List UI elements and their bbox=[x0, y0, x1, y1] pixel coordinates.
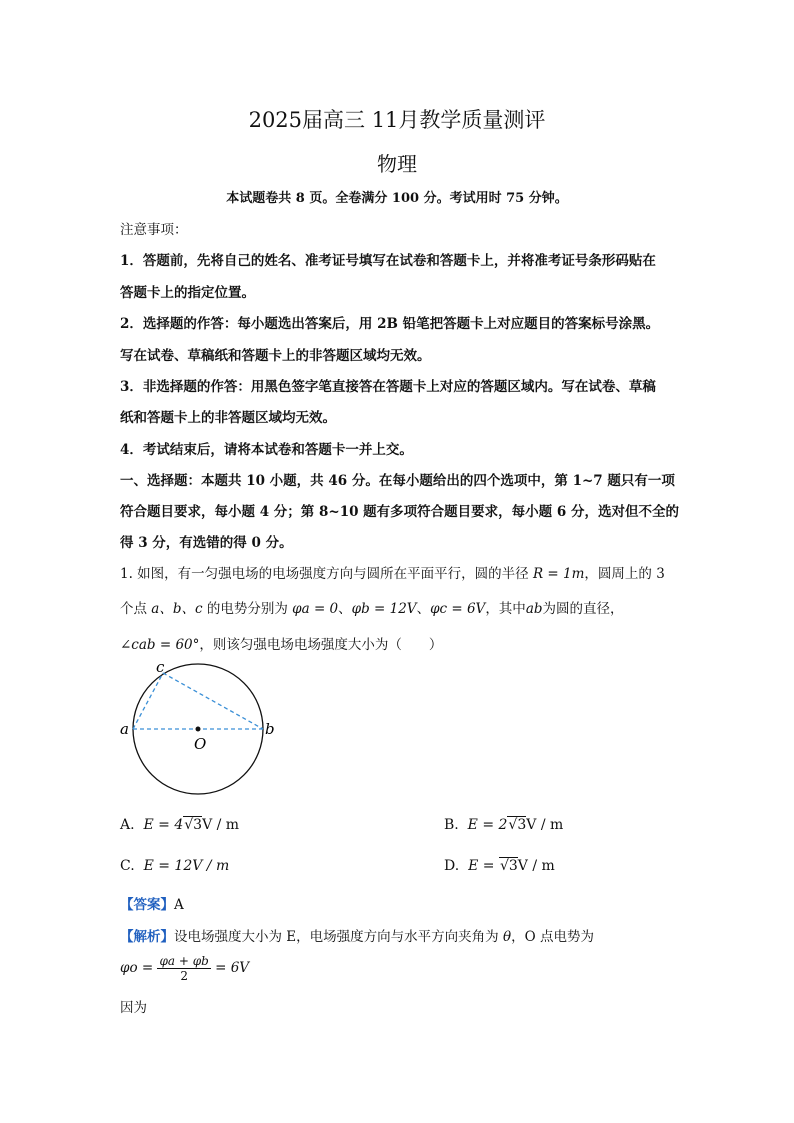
analysis-text: 设电场强度大小为 E，电场强度方向与水平方向夹角为 bbox=[174, 929, 499, 945]
q1-phi-b: φb = 12V bbox=[351, 601, 417, 617]
option-d-root: 3 bbox=[508, 858, 518, 874]
section-line1: 一、选择题：本题共 10 小题，共 46 分。在每小题给出的四个选项中，第 1~7 题只有一项 bbox=[120, 473, 675, 489]
option-c-letter: C. bbox=[120, 858, 135, 874]
answer-value: A bbox=[174, 897, 184, 913]
q1-text-a: 1. 如图，有一匀强电场的电场强度方向与圆所在平面平行，圆的半径 bbox=[120, 566, 529, 582]
option-c[interactable] bbox=[120, 858, 229, 874]
note-1-line1: 1．答题前，先将自己的姓名、准考证号填写在试卷和答题卡上，并将准考证号条形码贴在 bbox=[120, 253, 656, 269]
option-c-prefix: E = 12V / m bbox=[143, 858, 230, 874]
q1-phi-a: φa = 0 bbox=[292, 601, 339, 617]
label-a: a bbox=[120, 720, 129, 738]
note-3-line1: 3．非选择题的作答：用黑色签字笔直接答在答题卡上对应的答题区域内。写在试卷、草稿 bbox=[120, 379, 656, 395]
note-1-line2: 答题卡上的指定位置。 bbox=[120, 285, 255, 301]
option-d-letter: D. bbox=[444, 858, 460, 874]
option-d-prefix: E = bbox=[468, 858, 499, 874]
q1-text-e: ，其中 bbox=[485, 601, 526, 617]
option-a-root: 3 bbox=[193, 817, 203, 833]
center-point bbox=[196, 727, 201, 732]
question1-line1 bbox=[120, 562, 665, 582]
notes-heading: 注意事项： bbox=[120, 222, 188, 238]
option-b-letter: B. bbox=[444, 817, 459, 833]
option-a-prefix: E = 4 bbox=[143, 817, 184, 833]
q1-points: a、b、c bbox=[151, 601, 203, 617]
formula-rhs: = 6V bbox=[215, 960, 250, 976]
note-2-line2: 写在试卷、草稿纸和答题卡上的非答题区域均无效。 bbox=[120, 348, 431, 364]
option-a-letter: A. bbox=[120, 817, 135, 833]
q1-sep1: 、 bbox=[338, 601, 352, 617]
formula-lhs: φo = bbox=[120, 960, 154, 976]
q1-text-c: 个点 bbox=[120, 601, 147, 617]
section-line2: 符合题目要求，每小题 4 分；第 8~10 题有多项符合题目要求，每小题 6 分，选对但不全的 bbox=[120, 504, 679, 520]
question1-line2 bbox=[120, 597, 624, 617]
analysis-line bbox=[120, 925, 594, 945]
question1-line3 bbox=[120, 633, 442, 653]
label-o: O bbox=[194, 735, 207, 753]
option-d-sqrt: √3 bbox=[499, 858, 518, 874]
exam-info: 本试题卷共 8 页。全卷满分 100 分。考试用时 75 分钟。 bbox=[226, 191, 568, 206]
option-b-sqrt: √3 bbox=[508, 817, 527, 833]
note-3-line2: 纸和答题卡上的非答题区域均无效。 bbox=[120, 410, 336, 426]
option-a-sqrt: √3 bbox=[184, 817, 203, 833]
theta-symbol: θ bbox=[502, 929, 512, 945]
option-a-unit: V / m bbox=[202, 817, 240, 833]
label-c: c bbox=[156, 658, 165, 676]
q1-text-d: 的电势分别为 bbox=[206, 601, 288, 617]
chord-ac bbox=[133, 673, 163, 729]
option-b-unit: V / m bbox=[526, 817, 564, 833]
note-4-line1: 4．考试结束后，请将本试卷和答题卡一并上交。 bbox=[120, 442, 413, 458]
q1-sep2: 、 bbox=[416, 601, 431, 617]
q1-text-g: ，则该匀强电场电场强度大小为（ ） bbox=[199, 637, 443, 653]
q1-text-b: ，圆周上的 3 bbox=[584, 566, 665, 582]
option-d[interactable] bbox=[444, 858, 555, 874]
circle-figure bbox=[110, 655, 290, 820]
exam-title: 2025届高三 11月教学质量测评 bbox=[248, 108, 546, 132]
q1-radius: R = 1m bbox=[532, 566, 585, 582]
option-a[interactable] bbox=[120, 817, 239, 833]
answer-label: 【答案】 bbox=[120, 897, 174, 913]
subject-title: 物理 bbox=[377, 152, 417, 176]
section-line3: 得 3 分，有选错的得 0 分。 bbox=[120, 535, 293, 551]
note-2-line1: 2．选择题的作答：每小题选出答案后，用 2B 铅笔把答题卡上对应题目的答案标号涂黑。 bbox=[120, 316, 660, 332]
option-b[interactable] bbox=[444, 817, 563, 833]
q1-ab: ab bbox=[525, 601, 543, 617]
chord-cb bbox=[163, 673, 263, 729]
formula-numerator: φa + φb bbox=[159, 954, 209, 968]
q1-text-f: 为圆的直径， bbox=[542, 601, 624, 617]
option-d-unit: V / m bbox=[517, 858, 555, 874]
analysis-label: 【解析】 bbox=[120, 929, 174, 945]
label-b: b bbox=[265, 720, 275, 738]
answer-line bbox=[120, 893, 184, 913]
analysis-text2: ，O 点电势为 bbox=[511, 929, 594, 945]
option-b-prefix: E = 2 bbox=[467, 817, 508, 833]
because-line: 因为 bbox=[120, 1000, 147, 1016]
option-b-root: 3 bbox=[517, 817, 527, 833]
formula-fraction bbox=[157, 954, 210, 983]
formula-line bbox=[120, 954, 249, 983]
q1-phi-c: φc = 6V bbox=[430, 601, 486, 617]
formula-denominator: 2 bbox=[180, 969, 188, 983]
q1-angle: ∠cab = 60° bbox=[120, 637, 200, 653]
